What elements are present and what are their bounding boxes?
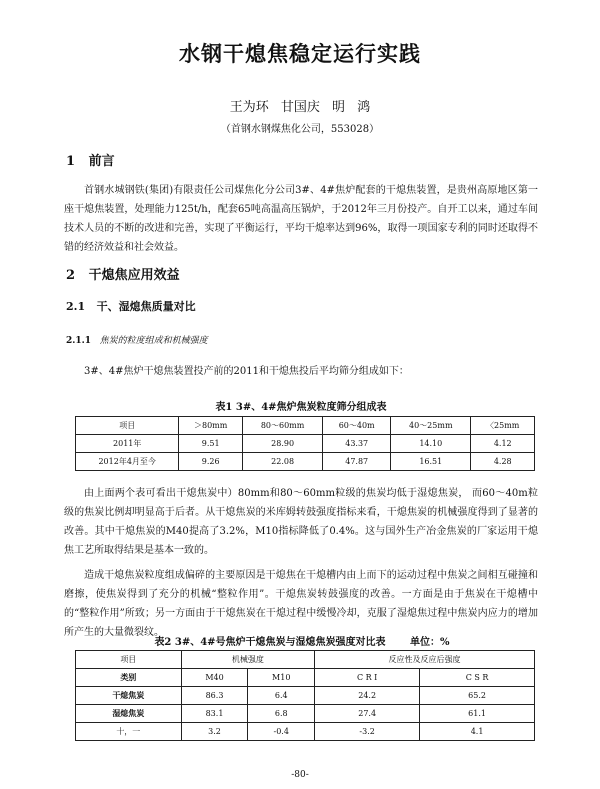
- table-header-cell: M10: [248, 669, 315, 687]
- table-header-row: [76, 651, 535, 669]
- table-header-cell: M40: [181, 669, 248, 687]
- table-cell: 65.2: [420, 687, 535, 705]
- table-cell: 3.2: [181, 723, 248, 741]
- table-cell: 2011年: [76, 435, 179, 453]
- table-row: [76, 435, 535, 453]
- table-header-cell: 〈25mm: [471, 417, 535, 435]
- paper-title: 水钢干熄焦稳定运行实践: [179, 41, 421, 66]
- section-title: 前言: [88, 154, 115, 169]
- table-cell: 十，一: [76, 723, 182, 741]
- table-cell: 2012年4月至今: [76, 453, 179, 471]
- section-number: 2: [66, 268, 76, 283]
- section-title: 干、湿熄焦质量对比: [96, 300, 196, 313]
- table-header-cell: 80～60mm: [242, 417, 322, 435]
- table-cell: 6.8: [248, 705, 315, 723]
- table1-caption: 表1 3#、4#焦炉焦炭粒度筛分组成表: [215, 402, 387, 413]
- section-2-1-heading: [66, 298, 196, 314]
- table-cell: 14.10: [391, 435, 471, 453]
- section-number: 1: [66, 154, 76, 169]
- authors: 王为环 甘国庆 明 鸿: [229, 100, 371, 115]
- table-header-cell: C R I: [315, 669, 420, 687]
- table-cell: 47.87: [323, 453, 391, 471]
- table-header-cell: 机械强度: [181, 651, 314, 669]
- table-cell: -3.2: [315, 723, 420, 741]
- table-header-cell: 项目: [76, 651, 182, 669]
- table-row: [76, 687, 535, 705]
- table-cell: -0.4: [248, 723, 315, 741]
- table-cell: 9.26: [179, 453, 243, 471]
- table-cell: 24.2: [315, 687, 420, 705]
- table-cell: 61.1: [420, 705, 535, 723]
- paragraph-after-table1: 由上面两个表可看出干熄焦炭中）80mm和80～60mm粒级的焦炭均低于湿熄焦炭， 而60～40m粒级的焦炭比例却明显高于后者。从干熄焦炭的米库姆转鼓强度指标来看，干熄焦炭的机械强度得到了显著的改善。其中干熄焦炭的M40提高了3.2%，M10指标降低了0.4%。这与国外生产冶金焦炭的厂家运用干熄焦工艺所取得结果是基本一致的。: [64, 488, 538, 556]
- table-header-cell: 60～40m: [323, 417, 391, 435]
- table-cell: 9.51: [179, 435, 243, 453]
- table-cell: 86.3: [181, 687, 248, 705]
- table-header-cell: 类别: [76, 669, 182, 687]
- table-header-row: [76, 417, 535, 435]
- table-header-cell: 项目: [76, 417, 179, 435]
- section-2-heading: [66, 264, 180, 283]
- table-row: [76, 705, 535, 723]
- table-cell: 6.4: [248, 687, 315, 705]
- table-header-cell: C S R: [420, 669, 535, 687]
- table2-unit: 单位：%: [410, 637, 450, 648]
- table-header-cell: ＞80mm: [179, 417, 243, 435]
- section-number: 2.1.1: [66, 336, 92, 346]
- table-cell: 43.37: [323, 435, 391, 453]
- table-cell: 4.12: [471, 435, 535, 453]
- table-header-cell: 反应性及反应后强度: [315, 651, 535, 669]
- section-number: 2.1: [66, 300, 86, 313]
- table-cell: 湿熄焦炭: [76, 705, 182, 723]
- table-cell: 干熄焦炭: [76, 687, 182, 705]
- table-cell: 83.1: [181, 705, 248, 723]
- table-subheader-row: [76, 669, 535, 687]
- table-cell: 28.90: [242, 435, 322, 453]
- table-cell: 4.1: [420, 723, 535, 741]
- section-title: 焦炭的粒度组成和机械强度: [99, 336, 208, 346]
- table-row: [76, 453, 535, 471]
- section-2-1-1-heading: [66, 333, 208, 346]
- section-1-heading: [66, 150, 115, 169]
- table-row: [76, 723, 535, 741]
- table1: [75, 416, 535, 471]
- section-2-1-1-intro: 3#、4#焦炉干熄焦装置投产前的2011和干熄焦投后平均筛分组成如下：: [84, 366, 409, 377]
- table-cell: 4.28: [471, 453, 535, 471]
- table-header-cell: 40～25mm: [391, 417, 471, 435]
- section-1-paragraph: 首钢水城钢铁(集团)有限责任公司煤焦化分公司3#、4#焦炉配套的干熄焦装置，是贵州高原地区第一座干熄焦装置，处理能力125t/h，配套65吨高温高压锅炉，于2012年三月份投产。自开工以来，通过车间技术人员的不断的改进和完善，实现了平衡运行，平均干熄率达到96%，取得一项国家专利的同时还取得不错的经济效益和社会效益。: [64, 185, 538, 253]
- table-cell: 27.4: [315, 705, 420, 723]
- paragraph-cause: 造成干熄焦炭粒度组成偏碎的主要原因是干熄焦在干熄槽内由上而下的运动过程中焦炭之间相互碰撞和磨擦，使焦炭得到了充分的机械“整粒作用”。干熄焦炭转鼓强度的改善。一方面是由于焦炭在干熄槽中的“整粒作用”所致；另一方面由于干熄焦炭在干熄过程中缓慢冷却，克服了湿熄焦过程中焦炭内应力的增加所产生的大量微裂纹。: [64, 570, 538, 638]
- affiliation: （首钢水钢煤焦化公司，553028）: [220, 124, 380, 135]
- table2: [75, 650, 535, 741]
- table-cell: 22.08: [242, 453, 322, 471]
- table2-caption: 表2 3#、4#号焦炉干熄焦炭与湿熄焦炭强度对比表: [154, 637, 386, 648]
- section-title: 干熄焦应用效益: [88, 268, 180, 283]
- table-cell: 16.51: [391, 453, 471, 471]
- page-number: -80-: [291, 770, 309, 780]
